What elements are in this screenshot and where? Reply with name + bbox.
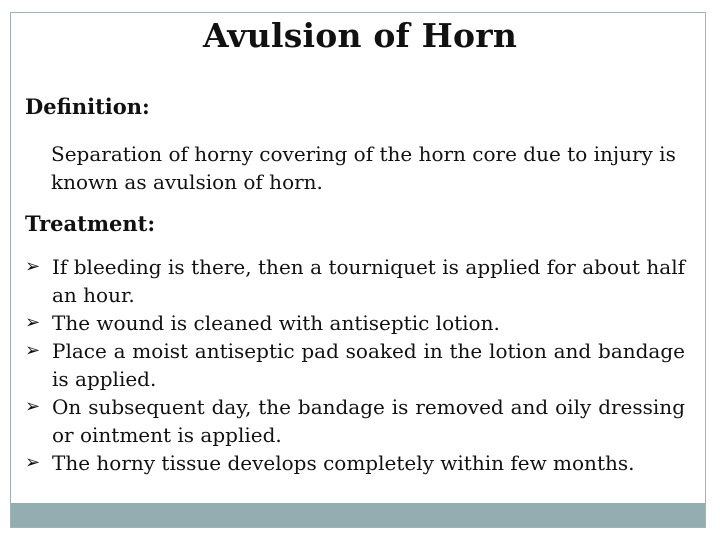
- treatment-item: [25, 449, 685, 477]
- definition-heading: Definition:: [25, 94, 150, 119]
- arrow-bullet-icon: ➢: [25, 256, 41, 277]
- treatment-item: [25, 309, 685, 337]
- definition-text: Separation of horny covering of the horn core due to injury is known as avulsion of horn.: [51, 142, 676, 194]
- slide-title: Avulsion of Horn: [202, 16, 518, 55]
- treatment-list: [25, 253, 685, 477]
- treatment-item-text: On subsequent day, the bandage is removed and oily dressing or ointment is applied.: [52, 395, 685, 447]
- treatment-item-text: The horny tissue develops completely within few months.: [52, 451, 635, 475]
- treatment-item-text: The wound is cleaned with antiseptic lotion.: [52, 311, 500, 335]
- treatment-item: [25, 253, 685, 309]
- arrow-bullet-icon: ➢: [25, 340, 41, 361]
- treatment-heading: Treatment:: [25, 211, 156, 236]
- treatment-item-text: Place a moist antiseptic pad soaked in the lotion and bandage is applied.: [52, 339, 685, 391]
- arrow-bullet-icon: ➢: [25, 312, 41, 333]
- arrow-bullet-icon: ➢: [25, 452, 41, 473]
- treatment-item-text: If bleeding is there, then a tourniquet is applied for about half an hour.: [52, 255, 685, 307]
- arrow-bullet-icon: ➢: [25, 396, 41, 417]
- treatment-item: [25, 337, 685, 393]
- treatment-item: [25, 393, 685, 449]
- footer-bar: [11, 503, 705, 527]
